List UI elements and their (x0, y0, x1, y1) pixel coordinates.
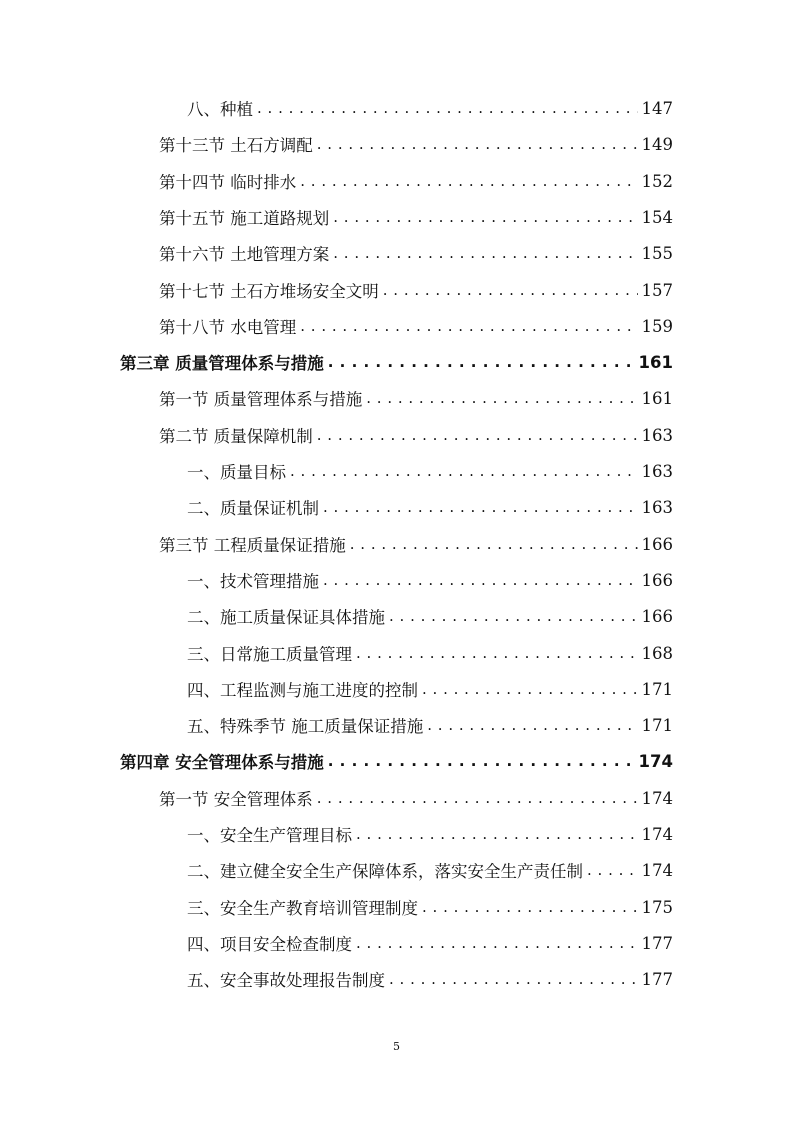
toc-entry-title: 第二节 质量保障机制 (159, 423, 317, 447)
toc-entry-page-number: 161 (635, 353, 673, 372)
toc-entry-page-number: 166 (638, 535, 674, 554)
toc-entry-item[interactable] (187, 489, 673, 525)
toc-entry-title: 一、安全生产管理目标 (187, 822, 356, 846)
toc-entry-item[interactable] (187, 889, 673, 925)
toc-dot-leader (427, 715, 637, 735)
toc-entry-title: 第一节 质量管理体系与措施 (159, 386, 366, 410)
toc-entry-item[interactable] (187, 925, 673, 961)
toc-dot-leader (333, 207, 637, 227)
toc-entry-title: 二、施工质量保证具体措施 (187, 604, 389, 628)
toc-entry-title: 第十七节 土石方堆场安全文明 (159, 278, 383, 302)
toc-entry-section[interactable] (159, 380, 673, 416)
toc-dot-leader (356, 824, 638, 844)
toc-entry-title: 第十六节 土地管理方案 (159, 241, 333, 265)
toc-entry-title: 五、安全事故处理报告制度 (187, 967, 389, 991)
toc-entry-title: 第三章 质量管理体系与措施 (120, 350, 328, 374)
toc-entry-section[interactable] (159, 780, 673, 816)
toc-entry-page-number: 174 (638, 789, 674, 808)
toc-entry-title: 五、特殊季节 施工质量保证措施 (187, 713, 427, 737)
toc-entry-title: 第十三节 土石方调配 (159, 132, 317, 156)
toc-dot-leader (257, 98, 638, 118)
toc-entry-title: 第十四节 临时排水 (159, 169, 300, 193)
toc-entry-page-number: 174 (638, 825, 674, 844)
toc-entry-section[interactable] (159, 235, 673, 271)
toc-dot-leader (587, 860, 638, 880)
toc-entry-section[interactable] (159, 126, 673, 162)
toc-entry-item[interactable] (187, 816, 673, 852)
toc-dot-leader (290, 461, 638, 481)
toc-dot-leader (317, 788, 638, 808)
toc-entry-page-number: 177 (638, 970, 674, 989)
toc-entry-page-number: 174 (635, 752, 673, 771)
toc-entry-item[interactable] (187, 707, 673, 743)
toc-entry-page-number: 161 (638, 389, 674, 408)
toc-dot-leader (356, 933, 638, 953)
toc-entry-title: 第十五节 施工道路规划 (159, 205, 333, 229)
toc-entry-page-number: 147 (638, 99, 674, 118)
toc-entry-item[interactable] (187, 852, 673, 888)
toc-dot-leader (389, 606, 638, 626)
toc-dot-leader (317, 134, 638, 154)
toc-dot-leader (350, 534, 638, 554)
toc-dot-leader (389, 969, 638, 989)
toc-entry-item[interactable] (187, 90, 673, 126)
toc-entry-section[interactable] (159, 199, 673, 235)
toc-entry-title: 三、安全生产教育培训管理制度 (187, 895, 422, 919)
toc-dot-leader (317, 425, 638, 445)
toc-entry-title: 第四章 安全管理体系与措施 (120, 749, 328, 773)
toc-entry-page-number: 152 (638, 172, 674, 191)
toc-entry-page-number: 163 (638, 498, 674, 517)
toc-dot-leader (323, 497, 638, 517)
toc-entry-page-number: 163 (638, 426, 674, 445)
toc-entry-item[interactable] (187, 635, 673, 671)
toc-entry-title: 二、建立健全安全生产保障体系，落实安全生产责任制 (187, 858, 587, 882)
toc-entry-section[interactable] (159, 163, 673, 199)
toc-entry-chapter[interactable] (120, 743, 673, 779)
toc-dot-leader (300, 171, 637, 191)
toc-dot-leader (328, 751, 635, 771)
toc-entry-item[interactable] (187, 671, 673, 707)
toc-entry-page-number: 171 (638, 680, 674, 699)
toc-entry-page-number: 168 (638, 644, 674, 663)
toc-entry-page-number: 149 (638, 135, 674, 154)
toc-entry-page-number: 177 (638, 934, 674, 953)
toc-entry-page-number: 163 (638, 462, 674, 481)
toc-entry-title: 三、日常施工质量管理 (187, 641, 356, 665)
toc-entry-page-number: 166 (638, 571, 674, 590)
toc-entry-page-number: 157 (638, 281, 674, 300)
toc-entry-page-number: 154 (638, 208, 674, 227)
toc-entry-title: 一、质量目标 (187, 459, 290, 483)
toc-dot-leader (300, 316, 637, 336)
toc-entry-page-number: 174 (638, 861, 674, 880)
toc-entry-title: 四、工程监测与施工进度的控制 (187, 677, 422, 701)
toc-dot-leader (323, 570, 638, 590)
page-number: 5 (393, 1040, 400, 1053)
toc-entry-item[interactable] (187, 453, 673, 489)
toc-entry-page-number: 155 (638, 244, 674, 263)
toc-dot-leader (356, 643, 638, 663)
toc-entry-item[interactable] (187, 961, 673, 997)
toc-dot-leader (366, 388, 637, 408)
toc-entry-title: 第三节 工程质量保证措施 (159, 532, 350, 556)
toc-entry-title: 二、质量保证机制 (187, 495, 323, 519)
toc-entry-title: 第一节 安全管理体系 (159, 786, 317, 810)
toc-entry-item[interactable] (187, 562, 673, 598)
toc-entry-title: 八、种植 (187, 96, 257, 120)
toc-entry-page-number: 175 (638, 898, 674, 917)
toc-entry-chapter[interactable] (120, 344, 673, 380)
toc-dot-leader (333, 243, 637, 263)
toc-dot-leader (383, 280, 638, 300)
toc-dot-leader (328, 352, 635, 372)
toc-entry-section[interactable] (159, 272, 673, 308)
toc-entry-item[interactable] (187, 598, 673, 634)
toc-entry-section[interactable] (159, 308, 673, 344)
toc-dot-leader (422, 897, 638, 917)
toc-entry-section[interactable] (159, 417, 673, 453)
toc-entry-page-number: 171 (638, 716, 674, 735)
toc-entry-page-number: 166 (638, 607, 674, 626)
toc-entry-title: 第十八节 水电管理 (159, 314, 300, 338)
toc-entry-title: 一、技术管理措施 (187, 568, 323, 592)
toc-dot-leader (422, 679, 638, 699)
toc-entry-section[interactable] (159, 526, 673, 562)
toc-entry-title: 四、项目安全检查制度 (187, 931, 356, 955)
toc-entry-page-number: 159 (638, 317, 674, 336)
